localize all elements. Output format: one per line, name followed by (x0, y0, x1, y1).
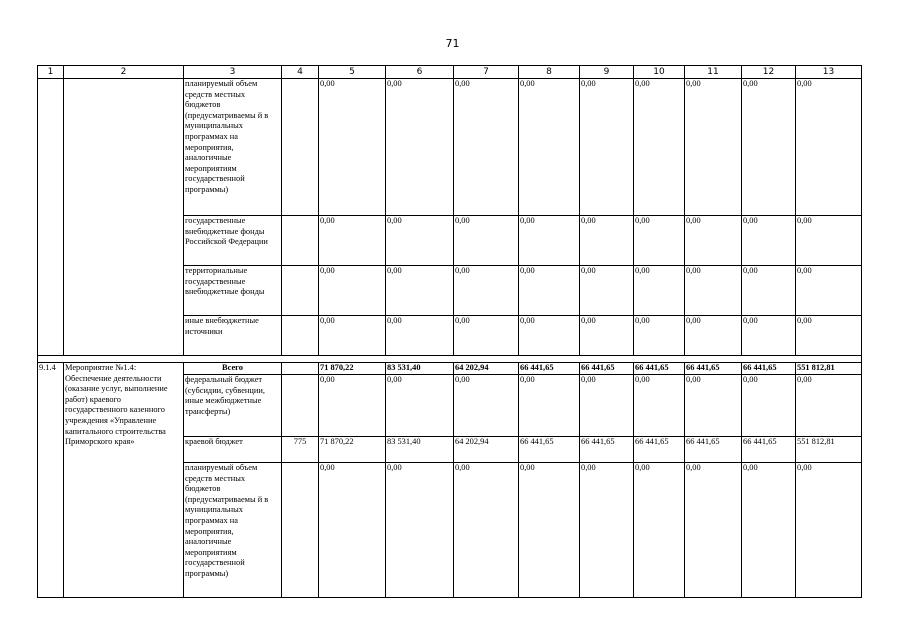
total-amount-cell: 66 441,65 (519, 363, 580, 375)
section-gap (38, 356, 862, 363)
amount-cell: 0,00 (454, 266, 519, 316)
amount-cell: 0,00 (319, 463, 386, 598)
gap-cell (685, 356, 742, 363)
total-amount-cell: 66 441,65 (685, 363, 742, 375)
amount-cell: 551 812,81 (796, 437, 862, 463)
column-number-cell: 4 (282, 66, 319, 79)
amount-cell: 0,00 (519, 375, 580, 437)
budget-code-cell (282, 363, 319, 375)
gap-cell (742, 356, 796, 363)
amount-cell: 0,00 (319, 79, 386, 216)
total-amount-cell: 66 441,65 (742, 363, 796, 375)
amount-cell: 0,00 (634, 266, 685, 316)
gap-cell (184, 356, 282, 363)
amount-cell: 0,00 (454, 463, 519, 598)
amount-cell: 0,00 (519, 463, 580, 598)
row-number-cell: 9.1.4 (38, 363, 64, 598)
column-number-row (38, 66, 862, 79)
amount-cell: 0,00 (386, 79, 454, 216)
amount-cell: 0,00 (580, 79, 634, 216)
amount-cell: 0,00 (454, 216, 519, 266)
activity-name-cell (64, 79, 184, 356)
funding-source-label: краевой бюджет (184, 437, 282, 463)
column-number-cell: 5 (319, 66, 386, 79)
amount-cell: 0,00 (386, 375, 454, 437)
gap-cell (386, 356, 454, 363)
amount-cell: 0,00 (796, 79, 862, 216)
amount-cell: 0,00 (634, 463, 685, 598)
column-number-cell: 10 (634, 66, 685, 79)
budget-code-cell (282, 79, 319, 216)
amount-cell: 83 531,40 (386, 437, 454, 463)
amount-cell: 0,00 (685, 266, 742, 316)
budget-code-cell (282, 216, 319, 266)
total-amount-cell: 71 870,22 (319, 363, 386, 375)
funding-source-label: федеральный бюджет (субсидии, субвенции, иные межбюджетные трансферты) (184, 375, 282, 437)
gap-cell (580, 356, 634, 363)
gap-cell (796, 356, 862, 363)
amount-cell: 66 441,65 (685, 437, 742, 463)
amount-cell: 0,00 (742, 316, 796, 356)
amount-cell: 0,00 (796, 375, 862, 437)
amount-cell: 71 870,22 (319, 437, 386, 463)
total-amount-cell: 83 531,40 (386, 363, 454, 375)
amount-cell: 0,00 (634, 375, 685, 437)
budget-table (37, 65, 862, 598)
amount-cell: 0,00 (519, 266, 580, 316)
amount-cell: 0,00 (742, 266, 796, 316)
budget-code-cell: 775 (282, 437, 319, 463)
amount-cell: 0,00 (742, 375, 796, 437)
amount-cell: 66 441,65 (634, 437, 685, 463)
column-number-cell: 12 (742, 66, 796, 79)
amount-cell: 0,00 (580, 266, 634, 316)
amount-cell: 0,00 (319, 216, 386, 266)
amount-cell: 0,00 (519, 316, 580, 356)
funding-source-label: планируемый объем средств местных бюджетов (предусматриваемы й в муниципальных программах на мероприятия, аналогичные мероприятиям государственной программы) (184, 463, 282, 598)
gap-cell (454, 356, 519, 363)
amount-cell: 0,00 (319, 375, 386, 437)
funding-source-label: планируемый объем средств местных бюджетов (предусматриваемы й в муниципальных программах на мероприятия, аналогичные мероприятиям государственной программы) (184, 79, 282, 216)
page-number: 71 (445, 37, 460, 50)
column-number-cell: 1 (38, 66, 64, 79)
amount-cell: 0,00 (742, 79, 796, 216)
amount-cell: 0,00 (685, 216, 742, 266)
amount-cell: 0,00 (386, 216, 454, 266)
amount-cell: 0,00 (580, 216, 634, 266)
amount-cell: 66 441,65 (742, 437, 796, 463)
amount-cell: 0,00 (742, 463, 796, 598)
gap-cell (64, 356, 184, 363)
amount-cell: 0,00 (796, 463, 862, 598)
amount-cell: 0,00 (319, 266, 386, 316)
amount-cell: 0,00 (685, 316, 742, 356)
amount-cell: 0,00 (519, 216, 580, 266)
amount-cell: 0,00 (796, 266, 862, 316)
amount-cell: 0,00 (796, 316, 862, 356)
amount-cell: 0,00 (796, 216, 862, 266)
amount-cell: 0,00 (685, 463, 742, 598)
gap-cell (634, 356, 685, 363)
gap-cell (319, 356, 386, 363)
amount-cell: 0,00 (580, 316, 634, 356)
table-row (38, 79, 862, 216)
amount-cell: 0,00 (580, 375, 634, 437)
amount-cell: 0,00 (685, 79, 742, 216)
amount-cell: 0,00 (386, 266, 454, 316)
column-number-cell: 11 (685, 66, 742, 79)
budget-code-cell (282, 375, 319, 437)
total-amount-cell: 66 441,65 (634, 363, 685, 375)
amount-cell: 0,00 (634, 316, 685, 356)
amount-cell: 66 441,65 (519, 437, 580, 463)
budget-code-cell (282, 266, 319, 316)
amount-cell: 0,00 (685, 375, 742, 437)
gap-cell (38, 356, 64, 363)
column-number-cell: 2 (64, 66, 184, 79)
amount-cell: 0,00 (580, 463, 634, 598)
column-number-cell: 9 (580, 66, 634, 79)
amount-cell: 0,00 (742, 216, 796, 266)
total-amount-cell: 66 441,65 (580, 363, 634, 375)
column-number-cell: 7 (454, 66, 519, 79)
column-number-cell: 3 (184, 66, 282, 79)
table-row (38, 363, 862, 375)
gap-cell (519, 356, 580, 363)
budget-code-cell (282, 316, 319, 356)
amount-cell: 0,00 (454, 375, 519, 437)
amount-cell: 0,00 (386, 316, 454, 356)
amount-cell: 0,00 (386, 463, 454, 598)
total-amount-cell: 551 812,81 (796, 363, 862, 375)
amount-cell: 0,00 (634, 79, 685, 216)
amount-cell: 0,00 (454, 316, 519, 356)
total-amount-cell: 64 202,94 (454, 363, 519, 375)
gap-cell (282, 356, 319, 363)
column-number-cell: 6 (386, 66, 454, 79)
funding-source-label: иные внебюджетные источники (184, 316, 282, 356)
row-number-cell (38, 79, 64, 356)
column-number-cell: 8 (519, 66, 580, 79)
funding-source-label: Всего (184, 363, 282, 375)
funding-source-label: государственные внебюджетные фонды Российской Федерации (184, 216, 282, 266)
budget-code-cell (282, 463, 319, 598)
amount-cell: 0,00 (319, 316, 386, 356)
column-number-cell: 13 (796, 66, 862, 79)
activity-name-cell: Мероприятие №1.4: Обеспечение деятельности (оказание услуг, выполнение работ) краевого государственного казенного учреждения «Управление капитального строительства Приморского края» (64, 363, 184, 598)
amount-cell: 66 441,65 (580, 437, 634, 463)
funding-source-label: территориальные государственные внебюджетные фонды (184, 266, 282, 316)
amount-cell: 64 202,94 (454, 437, 519, 463)
amount-cell: 0,00 (454, 79, 519, 216)
amount-cell: 0,00 (634, 216, 685, 266)
amount-cell: 0,00 (519, 79, 580, 216)
